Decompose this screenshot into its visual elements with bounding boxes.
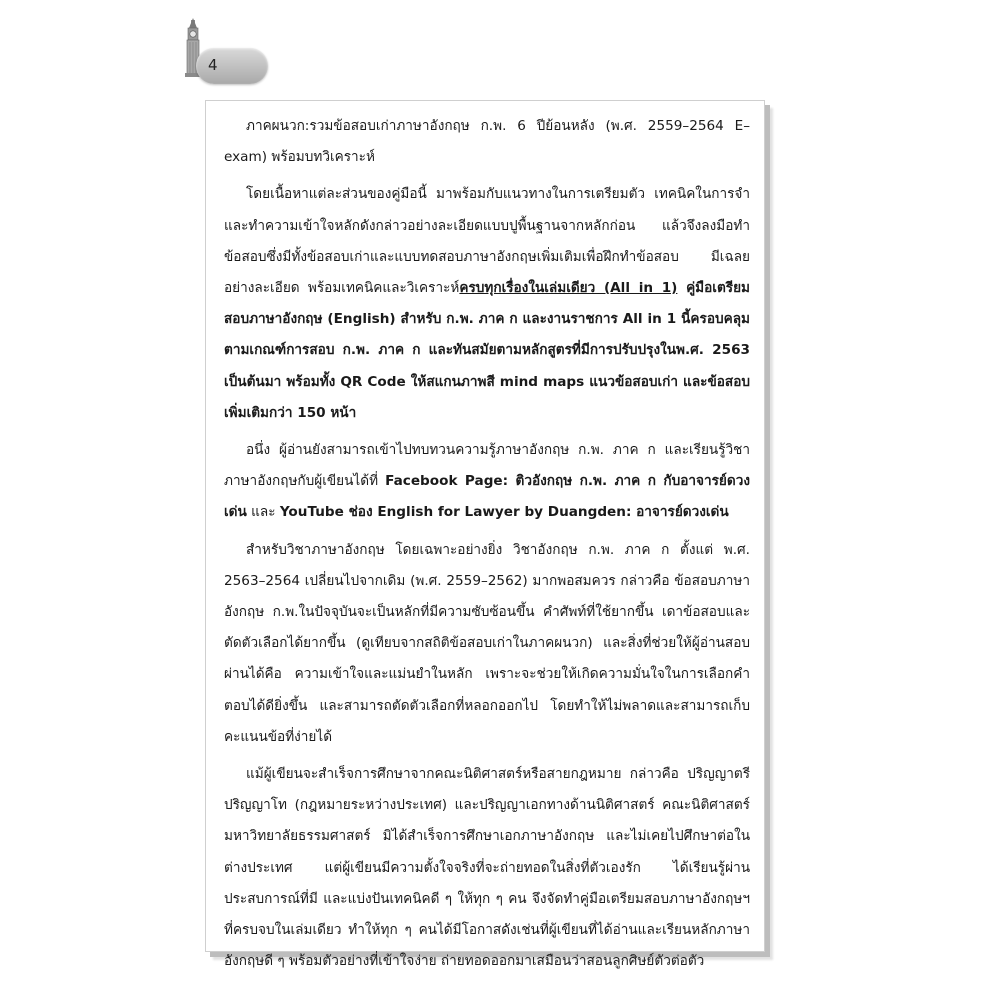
paragraph-3-segment-1: อนึ่ง ผู้อ่านยังสามารถเข้าไปทบทวนความรู้ภาษาอังกฤษ ก.พ. ภาค ก และเรียนรู้วิชาภาษาอังกฤษกับผู้เขียนได้ที่ [224, 442, 750, 490]
paragraph-2-segment-3: คู่มือเตรียมสอบภาษาอังกฤษ (English) สำหรับ ก.พ. ภาค ก และงานราชการ All in 1 นี้ครอบคลุมตามเกณฑ์การสอบ ก.พ. ภาค ก และทันสมัยตามหลักสูตรที่มีการปรับปรุงในพ.ศ. 2563 เป็นต้นมา พร้อมทั้ง QR Code ให้สแกนภาพสี mind maps แนวข้อสอบเก่า และข้อสอบเพิ่มเติมกว่า 150 หน้า [224, 280, 750, 421]
paragraph-5 [224, 759, 750, 977]
paragraph-3-segment-4: YouTube ช่อง English for Lawyer by Duangden: อาจารย์ดวงเด่น [279, 504, 729, 521]
text-frame [205, 100, 765, 970]
page-number: 4 [208, 56, 218, 74]
paragraph-4-segment-1: สำหรับวิชาภาษาอังกฤษ โดยเฉพาะอย่างยิ่ง วิชาอังกฤษ ก.พ. ภาค ก ตั้งแต่ พ.ศ. 2563–2564 เปลี่ยนไปจากเดิม (พ.ศ. 2559–2562) มากพอสมควร กล่าวคือ ข้อสอบภาษาอังกฤษ ก.พ.ในปัจจุบันจะเป็นหลักที่มีความซับซ้อนขึ้น คำศัพท์ที่ใช้ยากขึ้น เดาข้อสอบและตัดตัวเลือกได้ยากขึ้น (ดูเทียบจากสถิติข้อสอบเก่าในภาคผนวก) และสิ่งที่ช่วยให้ผู้อ่านสอบผ่านได้คือ ความเข้าใจและแม่นยำในหลัก เพราะจะช่วยให้เกิดความมั่นใจในการเลือกคำตอบได้ดียิ่งขึ้น และสามารถตัดตัวเลือกที่หลอกออกไป โดยทำให้ไม่พลาดและสามารถเก็บคะแนนข้อที่ง่ายได้ [224, 541, 750, 745]
paragraph-1-segment-1: ภาคผนวก:รวมข้อสอบเก่าภาษาอังกฤษ ก.พ. 6 ปีย้อนหลัง (พ.ศ. 2559–2564 E–exam) พร้อมบทวิเคราะห์ [224, 118, 750, 166]
page-header [180, 18, 270, 78]
paragraph-1 [224, 111, 750, 173]
paragraph-4 [224, 535, 750, 753]
paragraph-3-segment-3: และ [246, 504, 280, 521]
paragraph-2 [224, 179, 750, 429]
paragraph-5-segment-1: แม้ผู้เขียนจะสำเร็จการศึกษาจากคณะนิติศาสตร์หรือสายกฎหมาย กล่าวคือ ปริญญาตรี ปริญญาโท (กฎหมายระหว่างประเทศ) และปริญญาเอกทางด้านนิติศาสตร์ คณะนิติศาสตร์ มหาวิทยาลัยธรรมศาสตร์ มิได้สำเร็จการศึกษาเอกภาษาอังกฤษ และไม่เคยไปศึกษาต่อในต่างประเทศ แต่ผู้เขียนมีความตั้งใจจริงที่จะถ่ายทอดในสิ่งที่ตัวเองรัก ได้เรียนรู้ผ่านประสบการณ์ที่มี และแบ่งปันเทคนิคดี ๆ ให้ทุก ๆ คน จึงจัดทำคู่มือเตรียมสอบภาษาอังกฤษฯ ที่ครบจบในเล่มเดียว ทำให้ทุก ๆ คนได้มีโอกาสดังเช่นที่ผู้เขียนที่ได้อ่านและเรียนหลักภาษาอังกฤษดี ๆ พร้อมตัวอย่างที่เข้าใจง่าย ถ่ายทอดออกมาเสมือนว่าสอนลูกศิษย์ตัวต่อตัว [224, 766, 750, 970]
paragraph-3-segment-2: Facebook Page: ติวอังกฤษ ก.พ. ภาค ก กับอาจารย์ดวงเด่น [224, 473, 750, 521]
paragraph-3 [224, 435, 750, 529]
page-number-badge [196, 48, 268, 84]
paragraph-2-segment-2: ครบทุกเรื่องในเล่มเดียว (All in 1) [459, 280, 678, 297]
paragraph-2-segment-1: โดยเนื้อหาแต่ละส่วนของคู่มือนี้ มาพร้อมกับแนวทางในการเตรียมตัว เทคนิคในการจำและทำความเข้าใจหลักดังกล่าวอย่างละเอียดแบบปูพื้นฐานจากหลักก่อน แล้วจึงลงมือทำข้อสอบซึ่งมีทั้งข้อสอบเก่าและแบบทดสอบภาษาอังกฤษเพิ่มเติมเพื่อฝึกทำข้อสอบ มีเฉลยอย่างละเอียด พร้อมเทคนิคและวิเคราะห์ [224, 186, 750, 297]
